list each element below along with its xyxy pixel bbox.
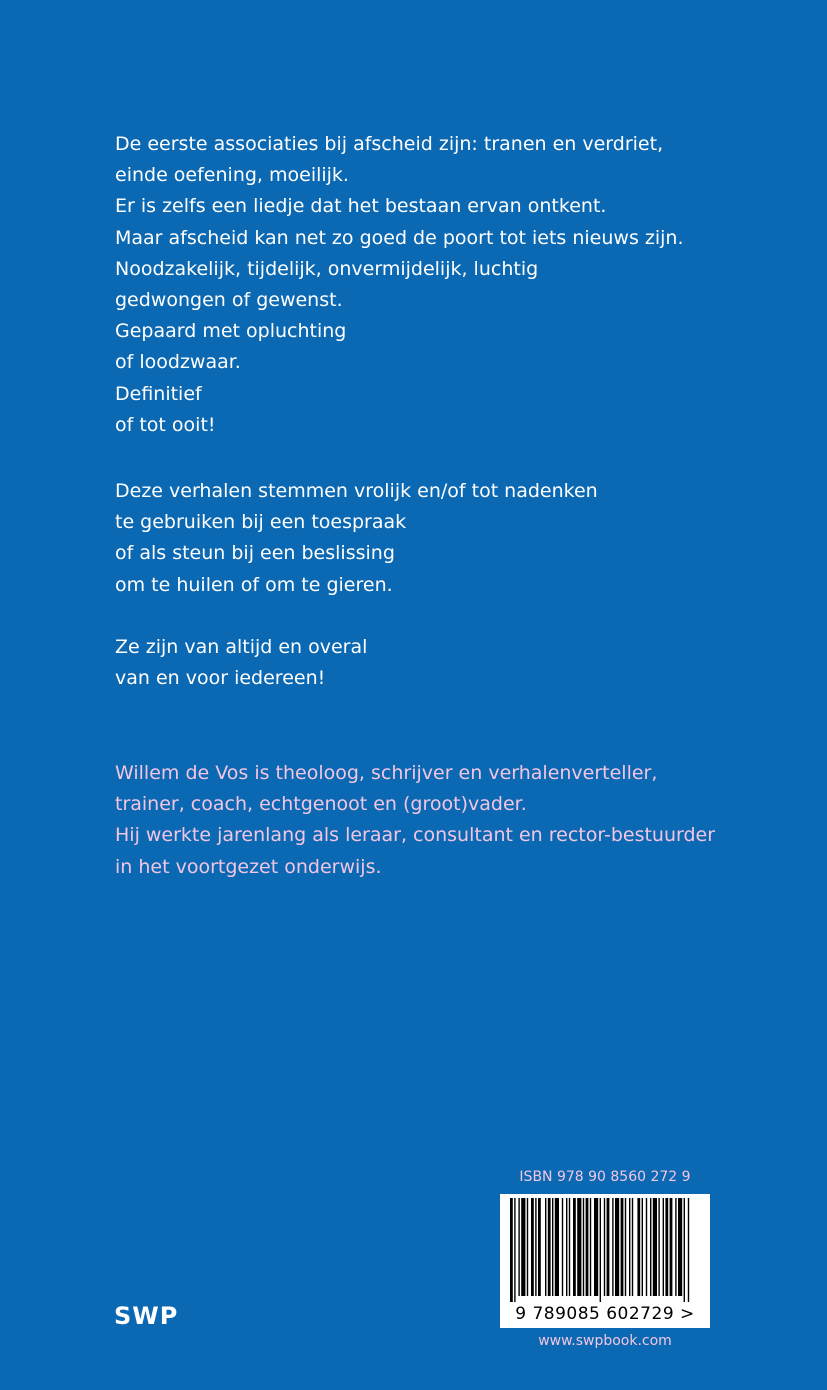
barcode-bar (583, 1198, 584, 1296)
publisher-logo: SWP (114, 1302, 179, 1330)
barcode-bar (604, 1198, 605, 1296)
barcode-bar (632, 1198, 633, 1296)
text-line: om te huilen of om te gieren. (115, 573, 393, 596)
barcode-bar (629, 1198, 630, 1296)
barcode-bar (670, 1198, 673, 1296)
barcode-bar (566, 1198, 567, 1296)
barcode-bar (684, 1198, 685, 1302)
barcode-bar (646, 1198, 647, 1296)
barcode-bar (521, 1198, 525, 1296)
barcode-bar (518, 1198, 519, 1296)
barcode-bar (637, 1198, 640, 1296)
text-line: trainer, coach, echtgenoot en (groot)vader. (115, 793, 527, 816)
text-line: Er is zelfs een liedje dat het bestaan ervan ontkent. (115, 195, 607, 218)
barcode-bar (538, 1198, 541, 1296)
barcode-bar (594, 1198, 598, 1296)
text-line: van en voor iedereen! (115, 667, 326, 690)
website-url: www.swpbook.com (538, 1333, 672, 1349)
barcode-bar (555, 1198, 559, 1296)
barcode-bar (665, 1198, 668, 1296)
text-line: Deze verhalen stemmen vrolijk en/of tot nadenken (115, 480, 598, 502)
text-line: gedwongen of gewenst. (115, 289, 343, 312)
text-line: einde oefening, moeilijk. (115, 164, 349, 187)
text-line: Gepaard met opluchting (115, 320, 347, 343)
barcode (500, 1194, 710, 1328)
text-line: of tot ooit! (115, 413, 216, 436)
barcode-bar (675, 1198, 676, 1296)
barcode-bar (663, 1198, 664, 1296)
text-line: Noodzakelijk, tijdelijk, onvermijdelijk, luchtig (115, 257, 539, 280)
barcode-bar (688, 1198, 689, 1302)
blurb-closing (115, 632, 367, 694)
barcode-bar (650, 1198, 651, 1296)
text-line: Hij werkte jarenlang als leraar, consultant en rector-bestuurder (115, 824, 716, 847)
barcode-bar (642, 1198, 643, 1296)
barcode-bar (625, 1198, 626, 1296)
text-line: Willem de Vos is theoloog, schrijver en verhalenverteller, (115, 762, 658, 784)
text-line: in het voortgezet onderwijs. (115, 855, 382, 878)
barcode-bar (569, 1198, 570, 1296)
barcode-bar (621, 1198, 624, 1296)
isbn-label: ISBN 978 90 8560 272 9 (519, 1169, 691, 1185)
barcode-bar (562, 1198, 563, 1296)
barcode-bar (577, 1198, 581, 1296)
barcode-bar (573, 1198, 576, 1296)
text-line: Ze zijn van altijd en overal (115, 636, 368, 658)
barcode-digits: 9 789085 602729 > (515, 1304, 695, 1324)
text-line: of loodzwaar. (115, 351, 241, 374)
barcode-bar (586, 1198, 589, 1296)
barcode-bar (548, 1198, 551, 1296)
barcode-bar (535, 1198, 536, 1296)
barcode-bar (678, 1198, 682, 1296)
barcode-bar (545, 1198, 546, 1296)
barcode-bar (590, 1198, 591, 1296)
text-line: te gebruiken bij een toespraak (115, 511, 407, 534)
blurb-intro (115, 129, 684, 441)
barcode-bar (607, 1198, 610, 1296)
author-bio (115, 758, 715, 883)
text-line: Maar afscheid kan net zo goed de poort tot iets nieuws zijn. (115, 226, 684, 249)
blurb-middle (115, 476, 598, 601)
barcode-bar (612, 1198, 613, 1296)
barcode-bar (658, 1198, 659, 1296)
text-line: De eerste associaties bij afscheid zijn: tranen en verdriet, (115, 133, 664, 155)
barcode-bar (514, 1198, 515, 1302)
barcode-bar (600, 1198, 601, 1302)
barcode-bar (531, 1198, 534, 1296)
barcode-bar (527, 1198, 528, 1296)
text-line: Definitief (115, 382, 202, 405)
barcode-bar (615, 1198, 619, 1296)
barcode-bar (510, 1198, 513, 1302)
text-line: of als steun bij een beslissing (115, 542, 395, 565)
barcode-bar (653, 1198, 657, 1296)
barcode-bar (552, 1198, 553, 1296)
